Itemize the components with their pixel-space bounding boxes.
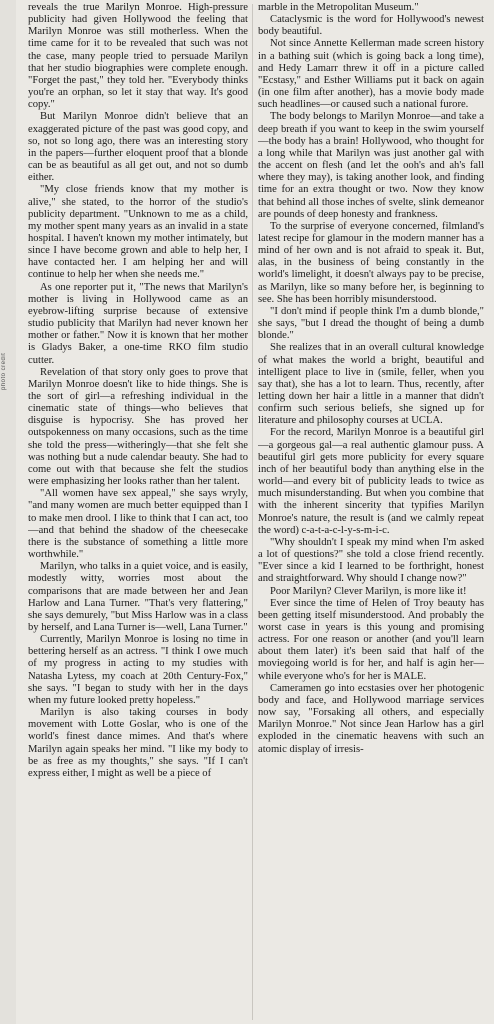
paragraph: "I don't mind if people think I'm a dumb blonde," she says, "but I dread the thought of being a dumb blonde."	[258, 305, 484, 342]
paragraph: "All women have sex appeal," she says wryly, "and many women are much better equipped than I to make men drool. I like to think that I can act, too—and that behind the shadow of the cheesecake there is the substance of something a little more worthwhile."	[28, 488, 248, 561]
paragraph: Cameramen go into ecstasies over her photogenic body and face, and Hollywood marriage services now say, "Forsaking all others, and especially Marilyn Monroe." Not since Jean Harlow has a girl exploded in the cinematic heavens with such an atomic display of irresis-	[258, 682, 484, 755]
paragraph: Marilyn is also taking courses in body movement with Lotte Goslar, who is one of the world's finest dance mimes. And that's where Marilyn again speaks her mind. "I like my body to be as free as my thoughts," she says. "If I can't express either, I might as well be a piece of	[28, 707, 248, 779]
paragraph: For the record, Marilyn Monroe is a beautiful girl—a gorgeous gal—a real authentic glamour puss. A beautiful girl gets more publicity for every square inch of her beautiful body than anything else in the world—and every bit of publicity leads to twice as much misunderstanding. But when you combine that with the inherent sincerity that typifies Marilyn Monroe's nature, the result is (and we calmly repeat the word) c-a-t-a-c-l-y-s-m-i-c.	[258, 427, 484, 536]
column-divider	[252, 4, 253, 1020]
paragraph: She realizes that in an overall cultural knowledge of what makes the world a bright, beautiful and intelligent place to live in (smile, feller, when you say that), she has a lot to learn. Thus, recently, after letting down her hair a little in a manner that didn't confirm such serious beliefs, she signed up for literature and philosophy courses at UCLA.	[258, 342, 484, 427]
paragraph: Marilyn, who talks in a quiet voice, and is easily, modestly witty, worries most about the comparisons that are made between her and Jean Harlow and Lana Turner. "That's very flattering," she says demurely, "but Miss Harlow was in a class by herself, and Lana Turner is—well, Lana Turner."	[28, 561, 248, 633]
paragraph: But Marilyn Monroe didn't believe that an exaggerated picture of the past was good copy, and so, not so long ago, there was an interesting story in the papers—further eloquent proof that a blonde can be as beautiful as all get out, and not so dumb either.	[28, 111, 248, 184]
paragraph: "Why shouldn't I speak my mind when I'm asked a lot of questions?" she told a close friend recently. "Ever since a kid I learned to be forthright, honest and straightforward. Why should I change now?"	[258, 536, 484, 585]
paragraph: Ever since the time of Helen of Troy beauty has been getting itself misunderstood. And probably the worst case in years is this young and promising actress. For one reason or another (and you'll learn about them later) it's been said that half of the moviegoing world is for her, and half is agin her—while everyone who's for her is MALE.	[258, 597, 484, 682]
paragraph: marble in the Metropolitan Museum."	[258, 2, 419, 13]
paragraph: To the surprise of everyone concerned, filmland's latest recipe for glamour in the modern manner has a mind of her own and is not afraid to speak it. But, alas, in the business of being constantly in the world's limelight, it doesn't always pay to be precise, as Marilyn, like so many before her, is beginning to see. She has been horribly misunderstood.	[258, 220, 484, 305]
margin-credit-text: photo credit	[1, 352, 7, 390]
paragraph: Revelation of that story only goes to prove that Marilyn Monroe doesn't like to hide things. She is the sort of girl—a refreshing individual in the cinematic state of things—who believes that disguise is hypocrisy. She has proved her outspokenness on many occasions, such as the time she told the press—witheringly—that she felt she was nothing but a nude calendar beauty. She had to come out with that because she felt the studios were emphasizing her looks rather than her talent.	[28, 366, 248, 488]
paragraph: "My close friends know that my mother is alive," she stated, to the horror of the studio's publicity department. "Unknown to me as a child, my mother spent many years as an invalid in a state hospital. I haven't known my mother intimately, but since I have become grown and able to help her, I have contacted her. I am helping her and will continue to help her when she needs me."	[28, 184, 248, 281]
right-text-column	[258, 2, 484, 1022]
paragraph: Not since Annette Kellerman made screen history in a bathing suit (which is going back a long time), and Hedy Lamarr threw it off in a picture called "Ecstasy," and Esther Williams put it back on again (in one film after another), has a movie body made such headlines—or caused such a national furore.	[258, 38, 484, 111]
paragraph: The body belongs to Marilyn Monroe—and take a deep breath if you want to keep in the swim yourself—the body has a brain! Hollywood, who thought for a long while that Marilyn was just another gal with the accent on flesh (and let the ooh's and ah's fall where they may), is taking another look, and finding time for an extra thought or two. Now they know that behind all those inches of svelte, slink demeanor are pounds of deep honesty and frankness.	[258, 111, 484, 220]
left-text-column	[28, 2, 248, 1022]
paragraph: Cataclysmic is the word for Hollywood's newest body beautiful.	[258, 14, 484, 38]
page-gutter	[0, 0, 16, 1024]
paragraph: reveals the true Marilyn Monroe. High-pressure publicity had given Hollywood the feeling that Marilyn Monroe was still motherless. When the time came for it to be revealed that such was not the case, many people tried to persuade Marilyn that her studio biographies were complete enough. "Forget the past," they told her. "Everybody thinks you're an orphan, so let it stay that way. It's good copy."	[28, 2, 248, 111]
paragraph: As one reporter put it, "The news that Marilyn's mother is living in Hollywood came as an eyebrow-lifting surprise because of extensive studio publicity that Marilyn had never known her mother or father." Now it is known that her mother is Gladys Baker, a one-time RKO film studio cutter.	[28, 281, 248, 366]
paragraph: Currently, Marilyn Monroe is losing no time in bettering herself as an actress. "I think I owe much of my progress in acting to my studies with Natasha Lytess, my coach at 20th Century-Fox," she says. "I began to study with her in the days when my future looked pretty hopeless."	[28, 634, 248, 706]
paragraph: Poor Marilyn? Clever Marilyn, is more like it!	[270, 585, 467, 597]
